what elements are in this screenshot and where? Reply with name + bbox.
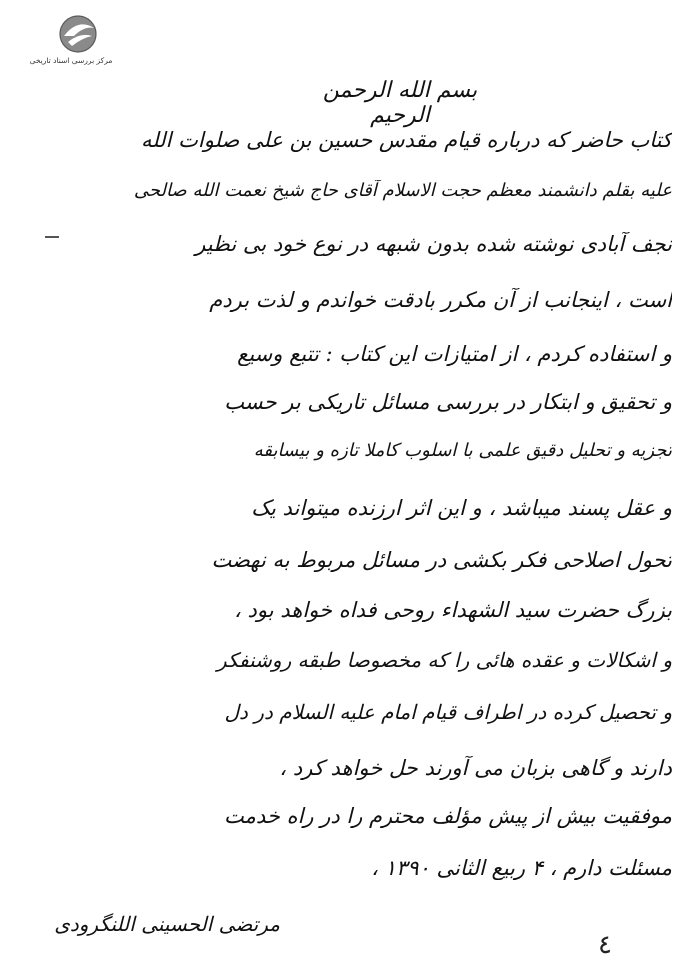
letter-line: نجف آبادی نوشته شده بدون شبهه در نوع خود بی نظیر: [195, 232, 672, 256]
logo-text: مرکز بررسی اسناد تاریخی: [29, 56, 113, 65]
page-number: ٤: [598, 930, 612, 960]
letter-line: و تحقیق و ابتکار در بررسی مسائل تاریکی بر حسب: [224, 390, 672, 414]
letter-line: بزرگ حضرت سید الشهداء روحی فداه خواهد بود ،: [234, 598, 672, 622]
heading-basmala: بسم الله الرحمن الرحیم: [322, 78, 478, 128]
letter-line: و عقل پسند میباشد ، و این اثر ارزنده میتواند یک: [251, 496, 672, 520]
letter-line: کتاب حاضر که درباره قیام مقدس حسین بن علی صلوات الله: [140, 128, 672, 152]
letter-line: و اشکالات و عقده هائی را که مخصوصا طبقه روشنفکر: [216, 648, 672, 672]
letter-line: تحول اصلاحی فکر بکشی در مسائل مربوط به نهضت: [211, 548, 672, 572]
letter-line: مسئلت دارم ، ۴ ربیع الثانی ۱۳۹۰ ،: [371, 856, 672, 880]
letter-line: تجزیه و تحلیل دقیق علمی با اسلوب کاملا تازه و بیسابقه: [253, 440, 672, 461]
letter-line: و تحصیل کرده در اطراف قیام امام علیه السلام در دل: [224, 700, 672, 724]
letter-line: و استفاده کردم ، از امتیازات این کتاب : تتبع وسیع: [237, 342, 672, 366]
letter-line: دارند و گاهی بزبان می آورند حل خواهد کرد ،: [279, 756, 672, 780]
letter-line: موفقیت بیش از پیش مؤلف محترم را در راه خدمت: [224, 804, 672, 828]
letter-line: است ، اینجانب از آن مکرر بادقت خواندم و لذت بردم: [209, 288, 672, 312]
letter-line: علیه بقلم دانشمند معظم حجت الاسلام آقای حاج شیخ نعمت الله صالحی: [133, 180, 672, 201]
signature: مرتضی الحسینی اللنگرودی: [54, 912, 280, 936]
